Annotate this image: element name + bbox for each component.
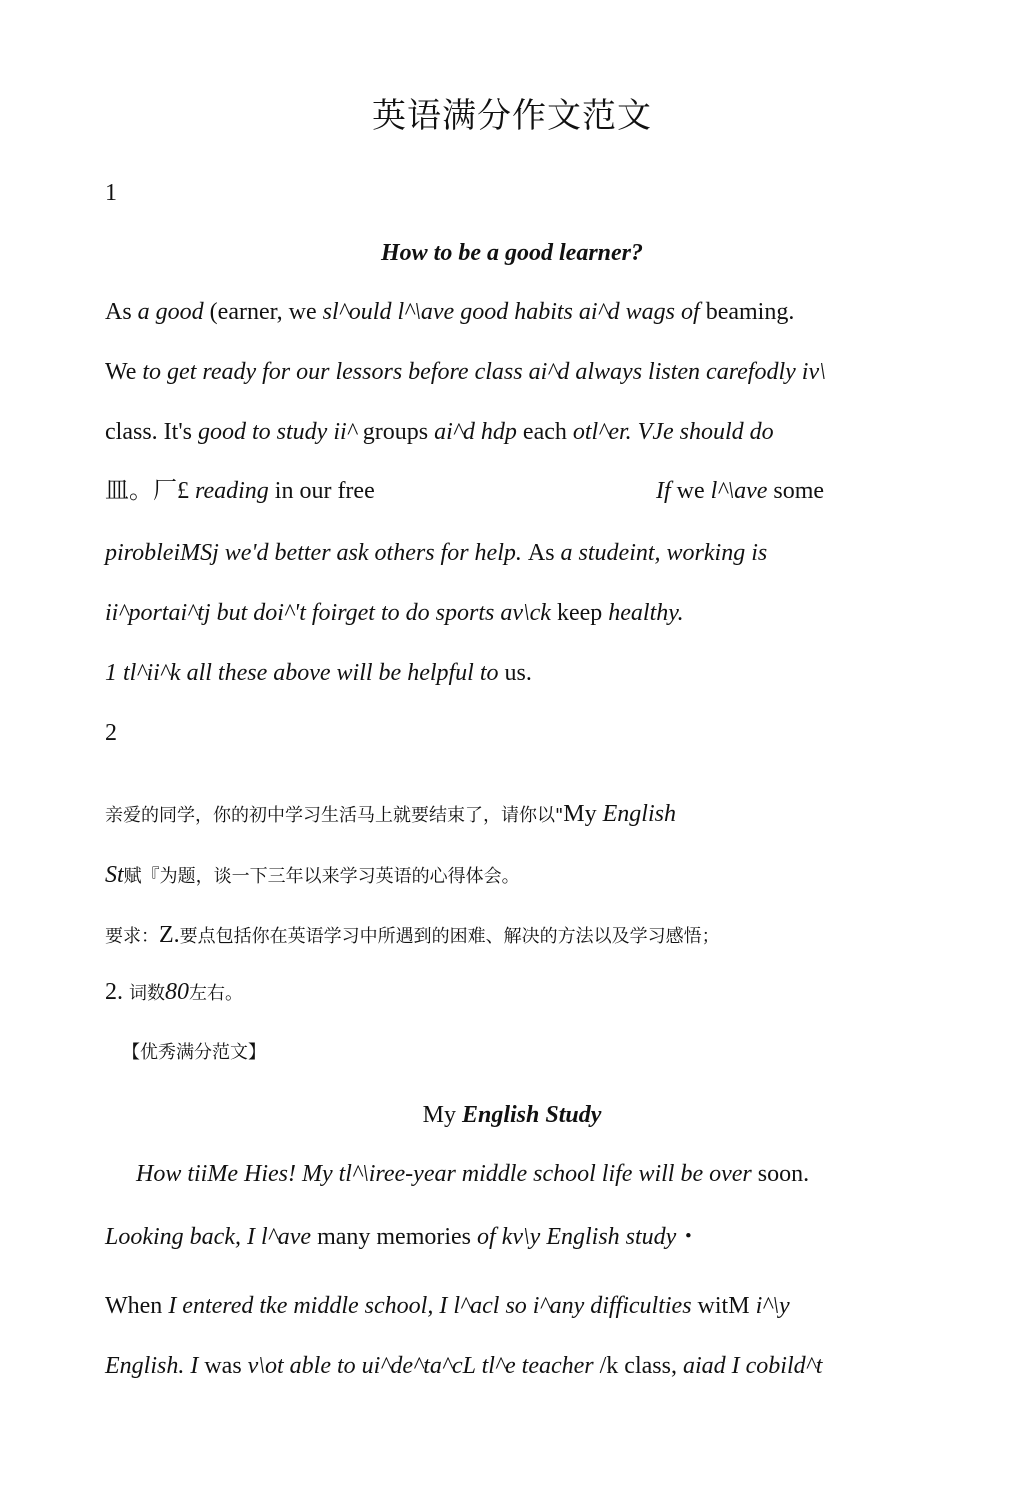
prompt-line <box>105 860 520 892</box>
essay1-line <box>105 357 826 387</box>
text-run: 要求： <box>105 926 159 947</box>
essay2-line <box>136 1159 809 1189</box>
section-number-2: 2 <box>105 720 117 746</box>
prompt-line <box>105 799 676 831</box>
text-run: ai^d hdp <box>434 419 523 445</box>
text-run: beaming. <box>705 299 795 325</box>
text-run: class. It's <box>105 419 198 445</box>
sample-label: 【优秀满分范文】 <box>122 1042 266 1063</box>
text-run: My <box>563 801 603 827</box>
text-run: pirobleiMSj we'd better ask others for help. <box>105 540 528 566</box>
text-run: If <box>656 478 677 504</box>
text-run: I entered tke middle school, I l^acl so i^any difficulties <box>168 1293 698 1319</box>
essay-heading-1: How to be a good learner? <box>381 240 643 266</box>
section-number-1: 1 <box>105 180 117 206</box>
essay1-line <box>105 658 532 688</box>
text-run: When <box>105 1293 169 1319</box>
text-run: aiad I cobild^t <box>682 1353 823 1379</box>
text-run: 皿。厂£ <box>105 478 195 504</box>
text-run: We <box>105 359 143 385</box>
text-run: of kv\y English study <box>477 1224 677 1250</box>
text-run: otl^er. VJe should do <box>572 419 774 445</box>
essay2-line <box>105 1291 790 1321</box>
text-run: a studeint, working is <box>560 540 768 566</box>
essay-heading-2 <box>0 1100 1024 1130</box>
text-run: reading <box>195 478 275 504</box>
text-run: My <box>422 1102 462 1128</box>
text-run: healthy. <box>608 600 684 626</box>
text-run: English Study <box>461 1102 602 1128</box>
text-run: 1 tl^ii^k all these above will be helpful to <box>105 660 505 686</box>
essay1-line <box>105 297 794 327</box>
text-run: each <box>522 419 573 445</box>
text-run: l^\ave <box>710 478 774 504</box>
text-run: 赋『为题，谈一下三年以来学习英语的心得体会。 <box>123 866 520 887</box>
text-run: i^\y <box>755 1293 790 1319</box>
essay2-line <box>105 1351 822 1381</box>
text-run: to get ready for our lessors before class ai^d always listen carefodly iv\ <box>142 359 826 385</box>
essay1-line <box>105 417 774 447</box>
text-run: English. I <box>105 1353 205 1379</box>
text-run: many memories <box>317 1224 478 1250</box>
text-run: was <box>204 1353 248 1379</box>
text-run: some <box>773 478 825 504</box>
text-run: ii^portai^tj but doi^'t foirget to do sports av\ck <box>105 600 557 626</box>
text-run: sl^ould l^\ave good habits ai^d wags of <box>322 299 706 325</box>
prompt-line <box>105 920 720 952</box>
text-run: Looking back, I l^ave <box>105 1224 318 1250</box>
text-run: 要点包括你在英语学习中所遇到的困难、解决的方法以及学习感悟； <box>179 926 720 947</box>
essay1-line <box>656 476 824 506</box>
text-run: v\ot able to ui^de^ta^cL tl^e teacher <box>247 1353 600 1379</box>
essay1-line <box>105 476 375 506</box>
essay1-line <box>105 538 767 568</box>
text-run: in our free <box>274 478 375 504</box>
text-run: soon. <box>757 1161 810 1187</box>
page-title: 英语满分作文范文 <box>372 96 652 136</box>
text-run: /k class, <box>599 1353 683 1379</box>
text-run: 词数 <box>129 983 165 1004</box>
text-run: keep <box>556 600 609 626</box>
text-run: groups <box>362 419 435 445</box>
text-run: As <box>105 299 138 325</box>
text-run: witM <box>697 1293 756 1319</box>
text-run: St <box>105 862 124 888</box>
text-run: (earner, we <box>209 299 323 325</box>
essay1-line <box>105 598 684 628</box>
text-run: ・ <box>676 1224 701 1250</box>
text-run: 左右。 <box>189 983 243 1004</box>
text-run: English <box>602 801 676 827</box>
essay2-line <box>105 1222 700 1252</box>
text-run: we <box>676 478 711 504</box>
text-run: How tiiMe Hies! My tl^\iree-year middle school life will be over <box>136 1161 758 1187</box>
text-run: a good <box>137 299 210 325</box>
text-run: 亲爱的同学，你的初中学习生活马上就要结束了，请你以" <box>105 805 564 826</box>
prompt-line <box>105 977 243 1009</box>
text-run: As <box>527 540 561 566</box>
text-run: good to study ii^ <box>197 419 363 445</box>
text-run: us. <box>504 660 532 686</box>
text-run: Z. <box>159 922 180 948</box>
text-run: 2. <box>105 979 129 1005</box>
text-run: 80 <box>165 979 189 1005</box>
